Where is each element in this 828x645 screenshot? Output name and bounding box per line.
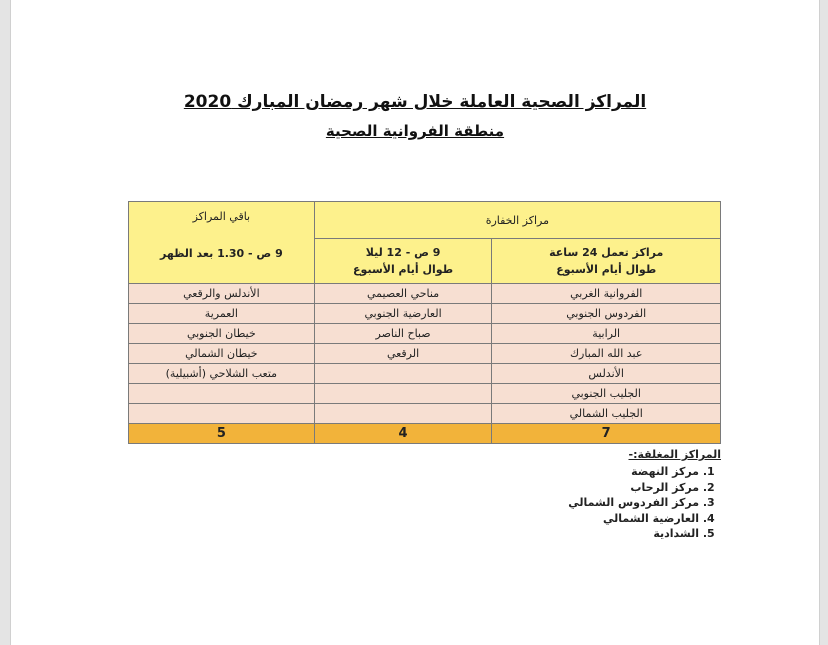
document-subtitle: منطقة الفروانية الصحية: [325, 122, 505, 140]
document-title: المراكز الصحية العاملة خلال شهر رمضان المبارك 2020: [183, 92, 647, 112]
full-day-cell: الجليب الجنوبي: [492, 384, 721, 404]
other-centers-label: باقي المراكز: [192, 210, 251, 223]
full-day-cell: الأندلس: [492, 364, 721, 384]
totals-row: [129, 424, 721, 444]
full-day-cell: عبد الله المبارك: [492, 344, 721, 364]
closed-center-item: 1. مركز النهضة: [511, 464, 699, 480]
night-cell: صباح الناصر: [314, 324, 492, 344]
other-cell: خيطان الجنوبي: [129, 324, 315, 344]
guard-centers-header: مراكز الخفارة: [314, 202, 720, 239]
total-night: 4: [314, 424, 492, 444]
other-cell: الأندلس والرقعي: [129, 284, 315, 304]
other-cell: [129, 384, 315, 404]
total-full-day: 7: [492, 424, 721, 444]
table-row: [129, 324, 721, 344]
night-cell: مناحي العصيمي: [314, 284, 492, 304]
other-centers-hours: 9 ص - 1.30 بعد الظهر: [159, 247, 283, 260]
night-cell: [314, 384, 492, 404]
night-cell: [314, 404, 492, 424]
full-day-cell: الجليب الشمالي: [492, 404, 721, 424]
table-header-row: [129, 202, 721, 239]
full-day-cell: الرابية: [492, 324, 721, 344]
closed-center-item: 3. مركز الفردوس الشمالي: [511, 495, 699, 511]
full-day-cell: الفردوس الجنوبي: [492, 304, 721, 324]
night-cell: الرقعي: [314, 344, 492, 364]
closed-center-item: 5. الشدادية: [511, 526, 699, 542]
health-centers-table: [128, 201, 721, 444]
other-cell: العمرية: [129, 304, 315, 324]
closed-centers-list: [511, 464, 721, 542]
closed-center-item: 2. مركز الرحاب: [511, 480, 699, 496]
closed-centers: [511, 448, 721, 542]
other-cell: خيطان الشمالي: [129, 344, 315, 364]
document-page: [10, 0, 820, 645]
other-centers-header: [129, 202, 315, 284]
table-row: [129, 404, 721, 424]
closed-center-item: 4. العارضية الشمالي: [511, 511, 699, 527]
full-day-cell: الفروانية الغربي: [492, 284, 721, 304]
table-row: [129, 344, 721, 364]
table-row: [129, 364, 721, 384]
table-row: [129, 284, 721, 304]
night-header: 9 ص - 12 ليلا طوال أيام الأسبوع: [314, 239, 492, 284]
table-row: [129, 384, 721, 404]
full-day-header: مراكز تعمل 24 ساعة طوال أيام الأسبوع: [492, 239, 721, 284]
other-cell: متعب الشلاحي (أشبيلية): [129, 364, 315, 384]
closed-centers-heading: المراكز المغلقة:-: [628, 448, 721, 461]
other-cell: [129, 404, 315, 424]
table-row: [129, 304, 721, 324]
night-cell: العارضية الجنوبي: [314, 304, 492, 324]
night-cell: [314, 364, 492, 384]
total-others: 5: [129, 424, 315, 444]
